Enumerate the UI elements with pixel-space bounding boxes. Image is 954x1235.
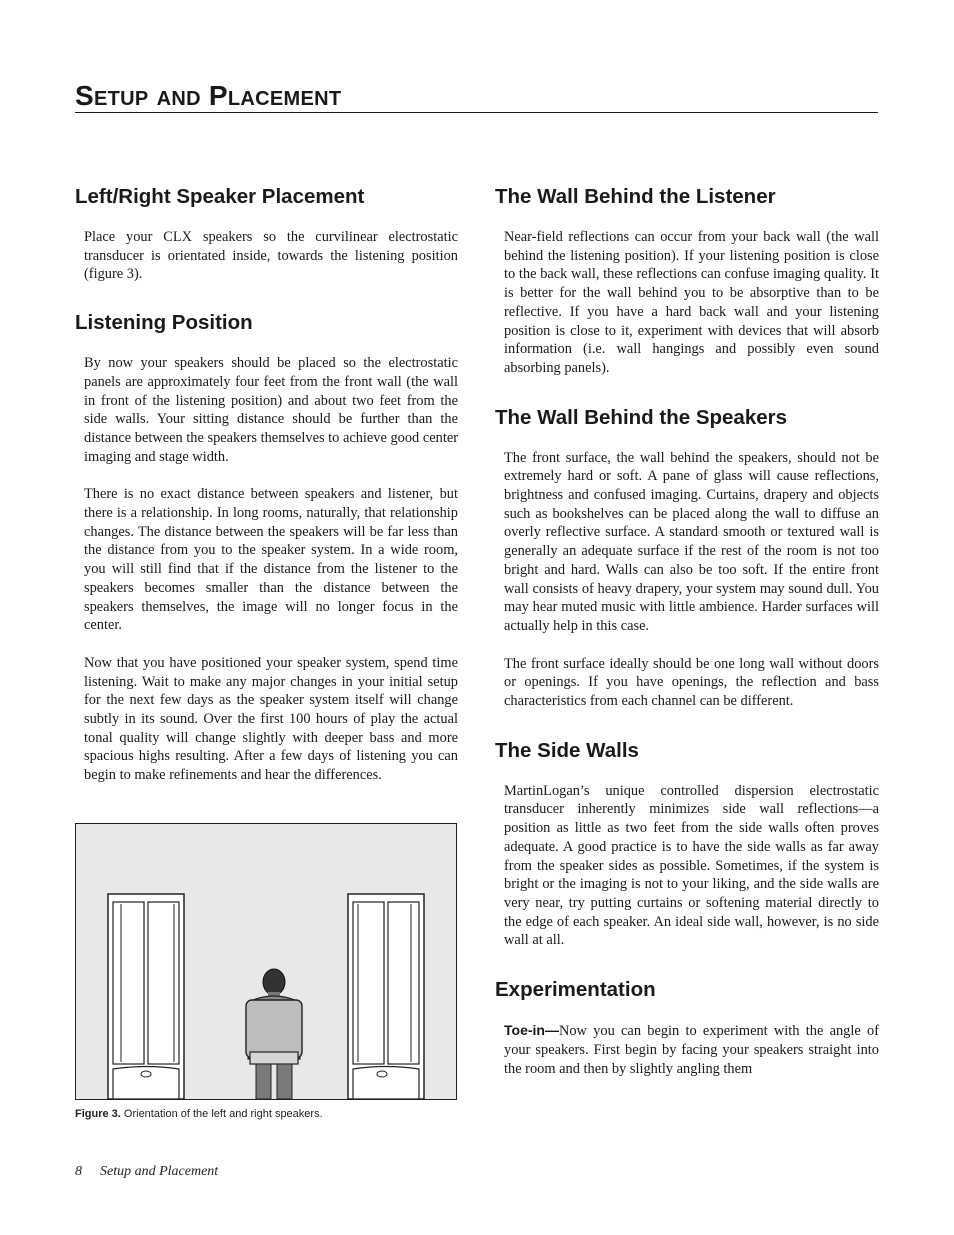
paragraph (504, 1021, 879, 1078)
paragraph: MartinLogan’s unique controlled dispersion electrostatic transducer inherently minimizes side wall reflections—a position as little as two feet from the side walls often proves adequate. A good practice is to have the side walls as far away from the speaker sides as possible. Sometimes, if the system is bright or the imaging is not to your liking, and the side walls are very near, try putting curtains or softening material directly to the edge of each speaker. An ideal side wall, however, is no side wall at all. (504, 782, 879, 949)
heading-side-walls: The Side Walls (495, 738, 639, 762)
page-title: Setup and Placement (75, 80, 342, 111)
figure-caption (75, 1108, 323, 1120)
right-column (495, 182, 879, 1078)
paragraph: The front surface ideally should be one long wall without doors or openings. If you have openings, the reflection and bass characteristics from each channel can be different. (504, 655, 879, 710)
title-rule (75, 112, 878, 113)
listener-figure (246, 969, 302, 1099)
toe-in-runin: Toe-in— (504, 1022, 559, 1039)
paragraph: By now your speakers should be placed so the electrostatic panels are approximately four feet from the front wall (the wall in front of the listening position) and about two feet from the side walls. Your sitting distance should be further than the distance between the speakers themselves to achieve good center imaging and stage width. (84, 355, 459, 465)
paragraph: Now that you have positioned your speaker system, spend time listening. Wait to make any major changes in your initial setup for the next few days as the speaker system itself will change subtly in its sound. Over the first 100 hours of play the actual tonal quality will change slightly with deeper bass and more spacious highs resulting. After a few days of listening you can begin to make refinements and hear the differences. (84, 654, 458, 784)
heading-experimentation: Experimentation (495, 978, 656, 1002)
figure-caption-text: Orientation of the left and right speakers. (123, 1108, 323, 1120)
heading-left-right-placement: Left/Right Speaker Placement (75, 185, 365, 208)
paragraph: Place your CLX speakers so the curvilinear electrostatic transducer is orientated inside, towards the listening position (figure 3). (84, 229, 458, 283)
page-footer (75, 1164, 218, 1180)
toe-in-text: Now you can begin to experiment with the angle of your speakers. First begin by facing your speakers straight into the room and then by slightly angling them (504, 1023, 879, 1077)
body-wall-behind-speakers (495, 449, 879, 711)
paragraph: There is no exact distance between speakers and listener, but there is a relationship. In long rooms, naturally, that relationship changes. The distance between the speakers will be far less than the distance from you to the speaker system. In a wide room, you will still find that if the distance from the listener to the speakers becomes smaller than the distance between the speakers themselves, the image will no longer focus in the center. (84, 486, 458, 634)
body-side-walls (495, 782, 879, 950)
speaker-orientation-drawing (76, 824, 456, 1099)
body-wall-behind-listener (495, 228, 879, 378)
heading-wall-behind-listener: The Wall Behind the Listener (495, 185, 776, 208)
paragraph: The front surface, the wall behind the speakers, should not be extremely hard or soft. A pane of glass will cause reflections, brightness and confused imaging. Curtains, drapery and objects such as bookshelves can be placed along the wall to diffuse an overly reflective surface. A standard smooth or textured wall is generally an adequate surface if the rest of the room is not too bright and hard. Walls can also be too soft. If the entire front wall consists of heavy drapery, your system may sound dull. You may hear muted music with little ambience. Harder surfaces will actually help in this case. (504, 449, 879, 634)
body-left-right-placement (75, 228, 458, 284)
left-column (75, 182, 458, 785)
footer-section-title: Setup and Placement (100, 1164, 219, 1179)
left-speaker (108, 894, 184, 1099)
paragraph: Near-field reflections can occur from your back wall (the wall behind the listening position). If your listening position is close to the back wall, these reflections can confuse imaging quality. It is better for the wall behind you to be absorptive than to be reflective. If you have a hard back wall and your listening position is close to it, experiment with devices that will absorb information (i.e. wall hangings and possibly even sound absorbing panels). (504, 229, 879, 376)
body-experimentation (495, 1021, 879, 1078)
figure-label: Figure 3. (75, 1108, 121, 1120)
body-listening-position (75, 354, 458, 785)
right-speaker (348, 894, 424, 1099)
heading-listening-position: Listening Position (75, 311, 253, 335)
figure-3-illustration (75, 823, 457, 1100)
heading-wall-behind-speakers: The Wall Behind the Speakers (495, 405, 788, 429)
page-number: 8 (75, 1164, 82, 1179)
